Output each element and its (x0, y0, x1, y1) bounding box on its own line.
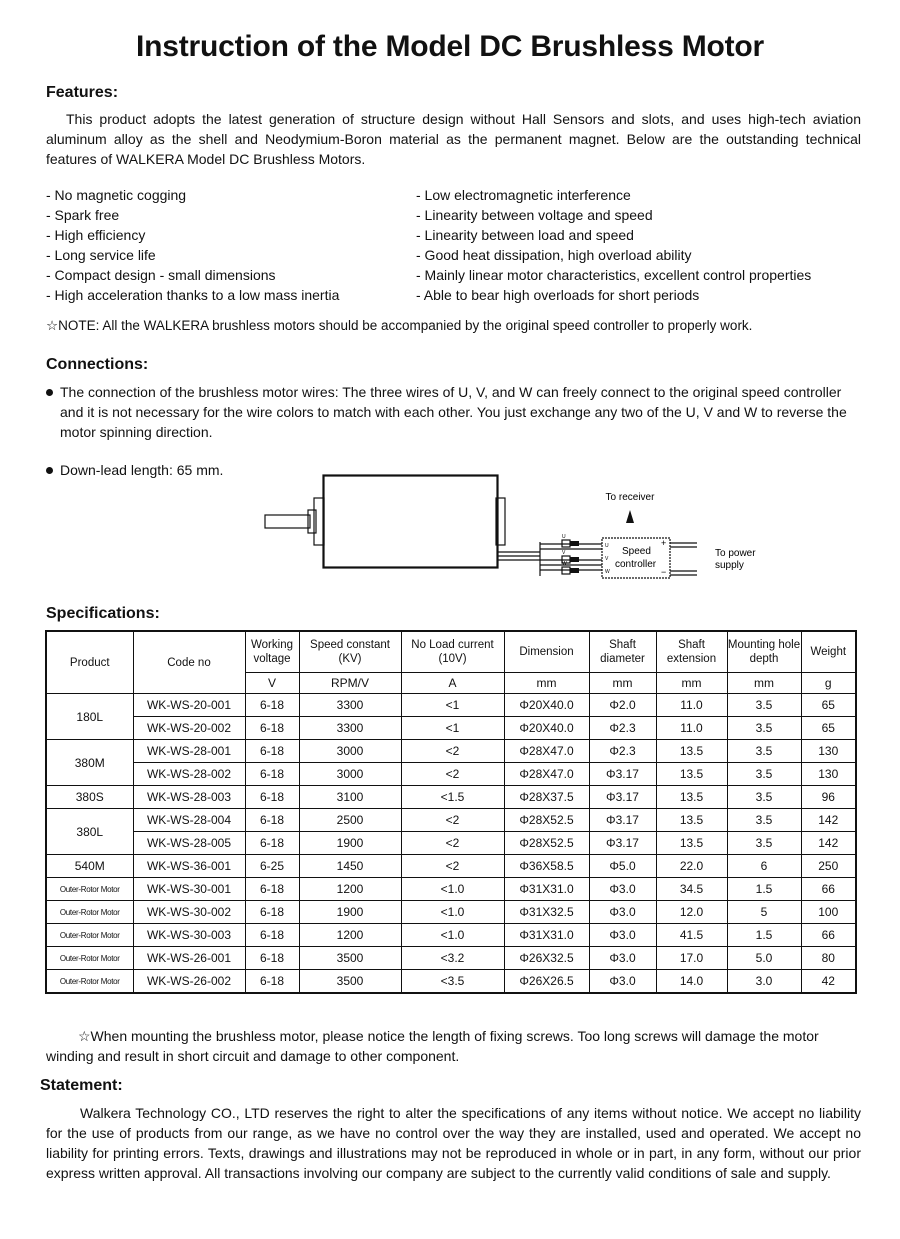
voltage-cell: 6-18 (245, 740, 299, 763)
kv-cell: 1200 (299, 878, 401, 901)
col-header: No Load current (10V) (401, 631, 504, 673)
statement-body: Walkera Technology CO., LTD reserves the right to alter the specifications of any items without notice. We accept no liability for the use of products from our range, as we have no control over the way they are installed, used and operated. We accept no liability for printing errors. Texts, drawings and illustrations may not be reproduced in whole or in part, in any form, without our prior express written approval. All transactions involving our company are subject to the currently valid conditions of sale and supply. (46, 1105, 861, 1181)
shaft-ext-cell: 13.5 (656, 832, 727, 855)
bullet-icon (46, 382, 60, 442)
table-header-row (46, 631, 856, 673)
kv-cell: 3000 (299, 740, 401, 763)
lead-length-text: Down-lead length: 65 mm. (60, 462, 224, 478)
kv-cell: 1450 (299, 855, 401, 878)
feature-item: - Able to bear high overloads for short periods (416, 287, 700, 303)
specifications-heading: Specifications: (46, 605, 160, 622)
dimension-cell: Φ20X40.0 (504, 694, 589, 717)
weight-cell: 80 (801, 947, 856, 970)
product-cell: Outer-Rotor Motor (46, 878, 133, 901)
hole-depth-cell: 3.5 (727, 717, 801, 740)
feature-item: - High acceleration thanks to a low mass inertia (46, 287, 340, 303)
voltage-cell: 6-25 (245, 855, 299, 878)
voltage-cell: 6-18 (245, 947, 299, 970)
dimension-cell: Φ28X47.0 (504, 763, 589, 786)
table-row (46, 878, 856, 901)
shaft-ext-cell: 17.0 (656, 947, 727, 970)
kv-cell: 1900 (299, 901, 401, 924)
feature-item: - Low electromagnetic interference (416, 187, 631, 203)
col-header: Weight (801, 631, 856, 673)
feature-item: - Linearity between load and speed (416, 227, 634, 243)
code-cell: WK-WS-26-001 (133, 947, 245, 970)
shaft-ext-cell: 22.0 (656, 855, 727, 878)
current-cell: <3.2 (401, 947, 504, 970)
shaft-ext-cell: 13.5 (656, 740, 727, 763)
shaft-dia-cell: Φ3.0 (589, 878, 656, 901)
dimension-cell: Φ28X37.5 (504, 786, 589, 809)
code-cell: WK-WS-26-002 (133, 970, 245, 994)
hole-depth-cell: 1.5 (727, 924, 801, 947)
kv-cell: 1900 (299, 832, 401, 855)
weight-cell: 96 (801, 786, 856, 809)
current-cell: <2 (401, 763, 504, 786)
weight-cell: 130 (801, 740, 856, 763)
hole-depth-cell: 5 (727, 901, 801, 924)
kv-cell: 3500 (299, 970, 401, 994)
code-cell: WK-WS-28-004 (133, 809, 245, 832)
shaft-dia-cell: Φ2.3 (589, 740, 656, 763)
shaft-ext-cell: 11.0 (656, 694, 727, 717)
code-cell: WK-WS-30-002 (133, 901, 245, 924)
shaft-dia-cell: Φ2.0 (589, 694, 656, 717)
current-cell: <1 (401, 694, 504, 717)
weight-cell: 66 (801, 878, 856, 901)
kv-cell: 2500 (299, 809, 401, 832)
shaft-ext-cell: 14.0 (656, 970, 727, 994)
col-header: Speed constant (KV) (299, 631, 401, 673)
weight-cell: 130 (801, 763, 856, 786)
table-row (46, 970, 856, 994)
feature-item: - Linearity between voltage and speed (416, 207, 653, 223)
shaft-ext-cell: 41.5 (656, 924, 727, 947)
product-cell: Outer-Rotor Motor (46, 947, 133, 970)
voltage-cell: 6-18 (245, 809, 299, 832)
shaft-dia-cell: Φ3.0 (589, 970, 656, 994)
dimension-cell: Φ31X32.5 (504, 901, 589, 924)
hole-depth-cell: 3.0 (727, 970, 801, 994)
unit-cell: RPM/V (299, 673, 401, 694)
code-cell: WK-WS-36-001 (133, 855, 245, 878)
current-cell: <3.5 (401, 970, 504, 994)
controller-label-2: controller (615, 559, 657, 570)
controller-label-1: Speed (622, 546, 651, 557)
wire-w-label: W (605, 569, 610, 575)
voltage-cell: 6-18 (245, 878, 299, 901)
dimension-cell: Φ26X32.5 (504, 947, 589, 970)
feature-item: - Good heat dissipation, high overload ability (416, 247, 692, 263)
table-row (46, 786, 856, 809)
hole-depth-cell: 3.5 (727, 809, 801, 832)
current-cell: <2 (401, 809, 504, 832)
current-cell: <2 (401, 832, 504, 855)
shaft-ext-cell: 12.0 (656, 901, 727, 924)
code-cell: WK-WS-20-001 (133, 694, 245, 717)
wire-v-label: V (605, 556, 609, 562)
wire-v-tag: V (562, 550, 566, 556)
table-row (46, 717, 856, 740)
current-cell: <2 (401, 740, 504, 763)
shaft-ext-cell: 13.5 (656, 809, 727, 832)
table-row (46, 809, 856, 832)
wire-u-label: U (605, 543, 609, 549)
shaft-dia-cell: Φ3.17 (589, 832, 656, 855)
voltage-cell: 6-18 (245, 832, 299, 855)
hole-depth-cell: 3.5 (727, 694, 801, 717)
arrow-up-icon (626, 510, 634, 523)
connections-bullet-wires (46, 382, 861, 442)
col-header: Code no (133, 631, 245, 694)
voltage-cell: 6-18 (245, 763, 299, 786)
to-power-label-2: supply (715, 560, 744, 571)
weight-cell: 100 (801, 901, 856, 924)
voltage-cell: 6-18 (245, 970, 299, 994)
table-row (46, 924, 856, 947)
feature-item: - Long service life (46, 247, 156, 263)
product-cell: 180L (46, 694, 133, 740)
mounting-note: ☆When mounting the brushless motor, please notice the length of fixing screws. Too long screws will damage the motor winding and result in short circuit and damage to other component. (46, 1028, 819, 1064)
shaft-dia-cell: Φ3.0 (589, 947, 656, 970)
col-header: Product (46, 631, 133, 694)
shaft-dia-cell: Φ2.3 (589, 717, 656, 740)
code-cell: WK-WS-28-001 (133, 740, 245, 763)
dimension-cell: Φ28X52.5 (504, 832, 589, 855)
product-cell: Outer-Rotor Motor (46, 901, 133, 924)
product-cell: 540M (46, 855, 133, 878)
shaft-ext-cell: 13.5 (656, 763, 727, 786)
dimension-cell: Φ31X31.0 (504, 924, 589, 947)
features-heading: Features: (46, 84, 119, 101)
kv-cell: 3500 (299, 947, 401, 970)
table-row (46, 694, 856, 717)
kv-cell: 1200 (299, 924, 401, 947)
features-left-list (46, 185, 339, 305)
shaft-dia-cell: Φ3.0 (589, 901, 656, 924)
col-header: Working voltage (245, 631, 299, 673)
connections-bullet-lead (46, 460, 223, 480)
table-row (46, 901, 856, 924)
voltage-cell: 6-18 (245, 717, 299, 740)
statement-heading: Statement: (40, 1077, 123, 1094)
shaft-dia-cell: Φ3.17 (589, 809, 656, 832)
current-cell: <1.0 (401, 924, 504, 947)
feature-item: - Mainly linear motor characteristics, excellent control properties (416, 267, 812, 283)
table-row (46, 832, 856, 855)
specifications-table (45, 630, 857, 994)
code-cell: WK-WS-28-002 (133, 763, 245, 786)
dimension-cell: Φ28X52.5 (504, 809, 589, 832)
unit-cell: g (801, 673, 856, 694)
feature-item: - Spark free (46, 207, 120, 223)
dimension-cell: Φ26X26.5 (504, 970, 589, 994)
current-cell: <1.5 (401, 786, 504, 809)
dimension-cell: Φ36X58.5 (504, 855, 589, 878)
product-cell: 380L (46, 809, 133, 855)
table-row (46, 947, 856, 970)
minus-terminal-icon: − (661, 567, 667, 577)
table-row (46, 855, 856, 878)
feature-item: - High efficiency (46, 227, 146, 243)
connections-heading: Connections: (46, 356, 149, 373)
unit-cell: mm (656, 673, 727, 694)
dimension-cell: Φ31X31.0 (504, 878, 589, 901)
motor-wiring-diagram (250, 470, 790, 600)
kv-cell: 3300 (299, 694, 401, 717)
product-cell: Outer-Rotor Motor (46, 924, 133, 947)
voltage-cell: 6-18 (245, 694, 299, 717)
current-cell: <2 (401, 855, 504, 878)
wire-w-tag: W (562, 561, 567, 567)
col-header: Shaft extension (656, 631, 727, 673)
code-cell: WK-WS-30-003 (133, 924, 245, 947)
table-row (46, 763, 856, 786)
to-receiver-label: To receiver (605, 492, 655, 503)
unit-cell: mm (589, 673, 656, 694)
page-title: Instruction of the Model DC Brushless Motor (135, 30, 765, 63)
features-right-list (416, 185, 811, 305)
kv-cell: 3000 (299, 763, 401, 786)
col-header: Mounting hole depth (727, 631, 801, 673)
bullet-icon (46, 462, 60, 478)
hole-depth-cell: 3.5 (727, 786, 801, 809)
dimension-cell: Φ28X47.0 (504, 740, 589, 763)
shaft-dia-cell: Φ3.17 (589, 786, 656, 809)
product-cell: 380S (46, 786, 133, 809)
weight-cell: 142 (801, 809, 856, 832)
shaft-ext-cell: 13.5 (656, 786, 727, 809)
unit-cell: mm (504, 673, 589, 694)
unit-cell: mm (727, 673, 801, 694)
hole-depth-cell: 6 (727, 855, 801, 878)
weight-cell: 65 (801, 694, 856, 717)
hole-depth-cell: 5.0 (727, 947, 801, 970)
weight-cell: 142 (801, 832, 856, 855)
product-cell: Outer-Rotor Motor (46, 970, 133, 994)
weight-cell: 250 (801, 855, 856, 878)
hole-depth-cell: 3.5 (727, 832, 801, 855)
col-header: Shaft diameter (589, 631, 656, 673)
plus-terminal-icon: + (661, 538, 667, 548)
shaft-dia-cell: Φ3.17 (589, 763, 656, 786)
code-cell: WK-WS-28-005 (133, 832, 245, 855)
code-cell: WK-WS-20-002 (133, 717, 245, 740)
features-intro: This product adopts the latest generation of structure design without Hall Sensors and slots, and uses high-tech aviation aluminum alloy as the shell and Neodymium-Boron material as the permanent magnet. Below are the outstanding technical features of WALKERA Model DC Brushless Motors. (46, 111, 861, 167)
to-power-label-1: To power (715, 548, 756, 559)
code-cell: WK-WS-30-001 (133, 878, 245, 901)
current-cell: <1.0 (401, 878, 504, 901)
shaft-dia-cell: Φ5.0 (589, 855, 656, 878)
shaft-dia-cell: Φ3.0 (589, 924, 656, 947)
hole-depth-cell: 3.5 (727, 763, 801, 786)
shaft-ext-cell: 11.0 (656, 717, 727, 740)
voltage-cell: 6-18 (245, 786, 299, 809)
hole-depth-cell: 1.5 (727, 878, 801, 901)
weight-cell: 65 (801, 717, 856, 740)
weight-cell: 42 (801, 970, 856, 994)
feature-item: - No magnetic cogging (46, 187, 187, 203)
feature-item: - Compact design - small dimensions (46, 267, 276, 283)
kv-cell: 3300 (299, 717, 401, 740)
code-cell: WK-WS-28-003 (133, 786, 245, 809)
product-cell: 380M (46, 740, 133, 786)
col-header: Dimension (504, 631, 589, 673)
voltage-cell: 6-18 (245, 924, 299, 947)
wires-text: The connection of the brushless motor wires: The three wires of U, V, and W can freely connect to the original speed controller and it is not necessary for the wire colors to match with each other. You just exchange any two of the U, V and W to reverse the motor spinning direction. (60, 384, 847, 440)
voltage-cell: 6-18 (245, 901, 299, 924)
hole-depth-cell: 3.5 (727, 740, 801, 763)
wire-u-tag: U (562, 534, 566, 540)
features-note: ☆NOTE: All the WALKERA brushless motors should be accompanied by the original speed controller to properly work. (46, 318, 753, 333)
weight-cell: 66 (801, 924, 856, 947)
unit-cell: A (401, 673, 504, 694)
table-row (46, 740, 856, 763)
dimension-cell: Φ20X40.0 (504, 717, 589, 740)
kv-cell: 3100 (299, 786, 401, 809)
current-cell: <1 (401, 717, 504, 740)
current-cell: <1.0 (401, 901, 504, 924)
shaft-ext-cell: 34.5 (656, 878, 727, 901)
unit-cell: V (245, 673, 299, 694)
